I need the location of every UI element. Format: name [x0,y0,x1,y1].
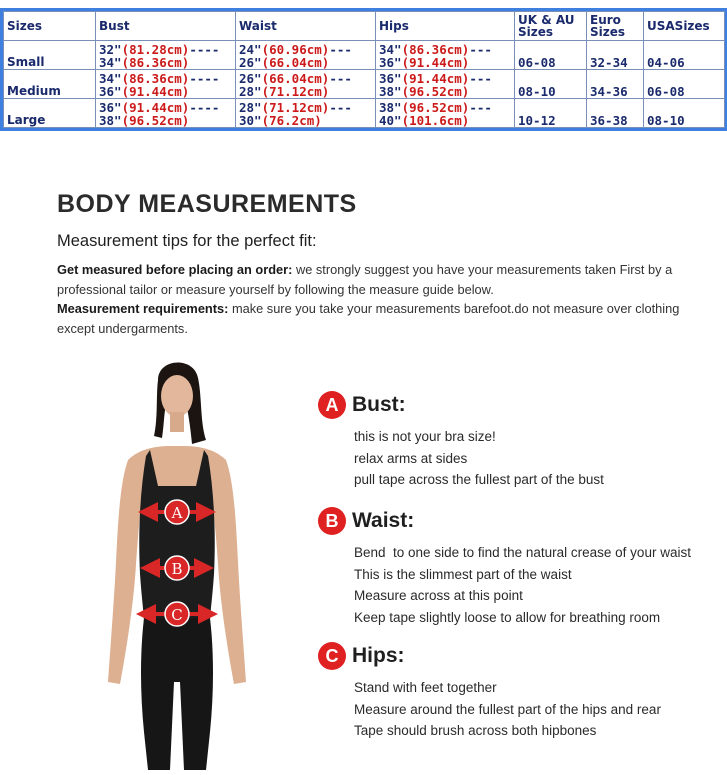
list-item: Stand with feet together [354,680,497,695]
waist-cell [236,41,376,70]
leggings-shape [141,618,213,770]
bust-title: Bust: [352,393,406,416]
header-hips: Hips [376,12,515,41]
waist-section [318,506,691,628]
bust-heading [318,390,604,420]
bust-cell [96,41,236,70]
table-header-row [4,12,725,41]
bust-from-in: 32" [99,42,122,57]
euro-cell: 36-38 [587,99,644,128]
waist-cell [236,99,376,128]
waist-to-in: 30" [239,113,262,128]
requirements-text: make sure you take your measurements barefoot.do not measure over clothing except undergarments. [57,301,680,336]
waist-from-cm: (60.96cm) [261,42,330,57]
uk-au-cell: 08-10 [515,70,587,99]
hips-from-cm: (86.36cm) [401,42,470,57]
list-item: Tape should brush across both hipbones [354,723,597,738]
requirements-paragraph [57,299,697,338]
list-item: Measure around the fullest part of the hips and rear [354,701,661,717]
size-label: Medium [4,70,96,99]
hips-to-cm: (96.52cm) [401,84,470,99]
bust-to-cm: (96.52cm) [121,113,190,128]
list-item: Keep tape slightly loose to allow for breathing room [354,609,661,625]
requirements-bold: Measurement requirements: [57,301,229,316]
table-row [4,70,725,99]
header-euro: Euro Sizes [587,12,644,41]
waist-to-cm: (76.2cm) [261,113,322,128]
waist-from-in: 28" [239,100,262,115]
header-uk-au: UK & AU Sizes [515,12,587,41]
range-separator: --- [469,100,492,115]
table-row [4,99,725,128]
header-waist: Waist [236,12,376,41]
list-item: this is not your bra size! [354,429,496,444]
bust-cell [96,99,236,128]
hips-cell [376,99,515,128]
page-title: BODY MEASUREMENTS [57,190,357,218]
bust-to-in: 34" [99,55,122,70]
hips-from-in: 34" [379,42,402,57]
waist-to-in: 26" [239,55,262,70]
intro-paragraph [57,260,697,299]
hips-to-cm: (91.44cm) [401,55,470,70]
waist-from-in: 24" [239,42,262,57]
range-separator: --- [469,42,492,57]
badge-b-icon: B [318,507,346,535]
size-label: Large [4,99,96,128]
hips-cell [376,41,515,70]
list-item: Bend to one side to find the natural crease of your waist [354,545,691,560]
range-separator: ---- [189,71,220,86]
waist-heading [318,506,691,536]
bust-to-cm: (86.36cm) [121,55,190,70]
hips-title: Hips: [352,644,405,667]
range-separator: --- [329,42,352,57]
hips-to-cm: (101.6cm) [401,113,470,128]
header-bust: Bust [96,12,236,41]
hips-from-in: 36" [379,71,402,86]
bust-from-cm: (91.44cm) [121,100,190,115]
list-item: Measure across at this point [354,588,523,603]
intro-text: we strongly suggest you have your measurements taken First by a professional tailor or measure yourself by following the measure guide below. [57,262,673,297]
usa-cell: 06-08 [644,70,725,99]
hips-heading [318,641,661,671]
badge-c-icon: C [318,642,346,670]
bust-from-cm: (81.28cm) [121,42,190,57]
bust-to-in: 36" [99,84,122,99]
bust-cell [96,70,236,99]
header-usa: USASizes [644,12,725,41]
marker-c-label: C [171,606,183,624]
waist-from-cm: (71.12cm) [261,100,330,115]
hips-from-in: 38" [379,100,402,115]
uk-au-cell: 10-12 [515,99,587,128]
hips-cell [376,70,515,99]
bust-to-in: 38" [99,113,122,128]
hips-to-in: 40" [379,113,402,128]
range-separator: --- [329,71,352,86]
marker-a-label: A [171,504,183,522]
usa-cell: 08-10 [644,99,725,128]
table-row [4,41,725,70]
badge-a-icon: A [318,391,346,419]
face-shape [161,375,193,417]
waist-from-in: 26" [239,71,262,86]
list-item: This is the slimmest part of the waist [354,566,572,582]
uk-au-cell: 06-08 [515,41,587,70]
intro-bold: Get measured before placing an order: [57,262,293,277]
subtitle: Measurement tips for the perfect fit: [57,232,317,250]
waist-tips [354,542,691,628]
bust-to-cm: (91.44cm) [121,84,190,99]
waist-to-in: 28" [239,84,262,99]
marker-b-label: B [171,560,183,578]
bust-from-cm: (86.36cm) [121,71,190,86]
bust-tips [354,426,604,491]
hips-from-cm: (96.52cm) [401,100,470,115]
size-table [3,11,725,128]
bust-section [318,390,604,491]
bust-from-in: 34" [99,71,122,86]
waist-to-cm: (66.04cm) [261,55,330,70]
neck-shape [170,412,184,432]
header-sizes: Sizes [4,12,96,41]
euro-cell: 34-36 [587,70,644,99]
bust-from-in: 36" [99,100,122,115]
waist-cell [236,70,376,99]
range-separator: ---- [189,42,220,57]
hips-to-in: 36" [379,55,402,70]
model-figure [88,352,260,770]
size-label: Small [4,41,96,70]
waist-from-cm: (66.04cm) [261,71,330,86]
euro-cell: 32-34 [587,41,644,70]
model-illustration [88,352,260,770]
range-separator: --- [469,71,492,86]
list-item: relax arms at sides [354,450,468,466]
list-item: pull tape across the fullest part of the bust [354,472,604,487]
hips-from-cm: (91.44cm) [401,71,470,86]
waist-to-cm: (71.12cm) [261,84,330,99]
hips-section [318,641,661,742]
range-separator: --- [329,100,352,115]
range-separator: ---- [189,100,220,115]
usa-cell: 04-06 [644,41,725,70]
waist-title: Waist: [352,509,415,532]
size-chart-table [0,8,727,131]
hips-to-in: 38" [379,84,402,99]
hips-tips [354,677,661,742]
